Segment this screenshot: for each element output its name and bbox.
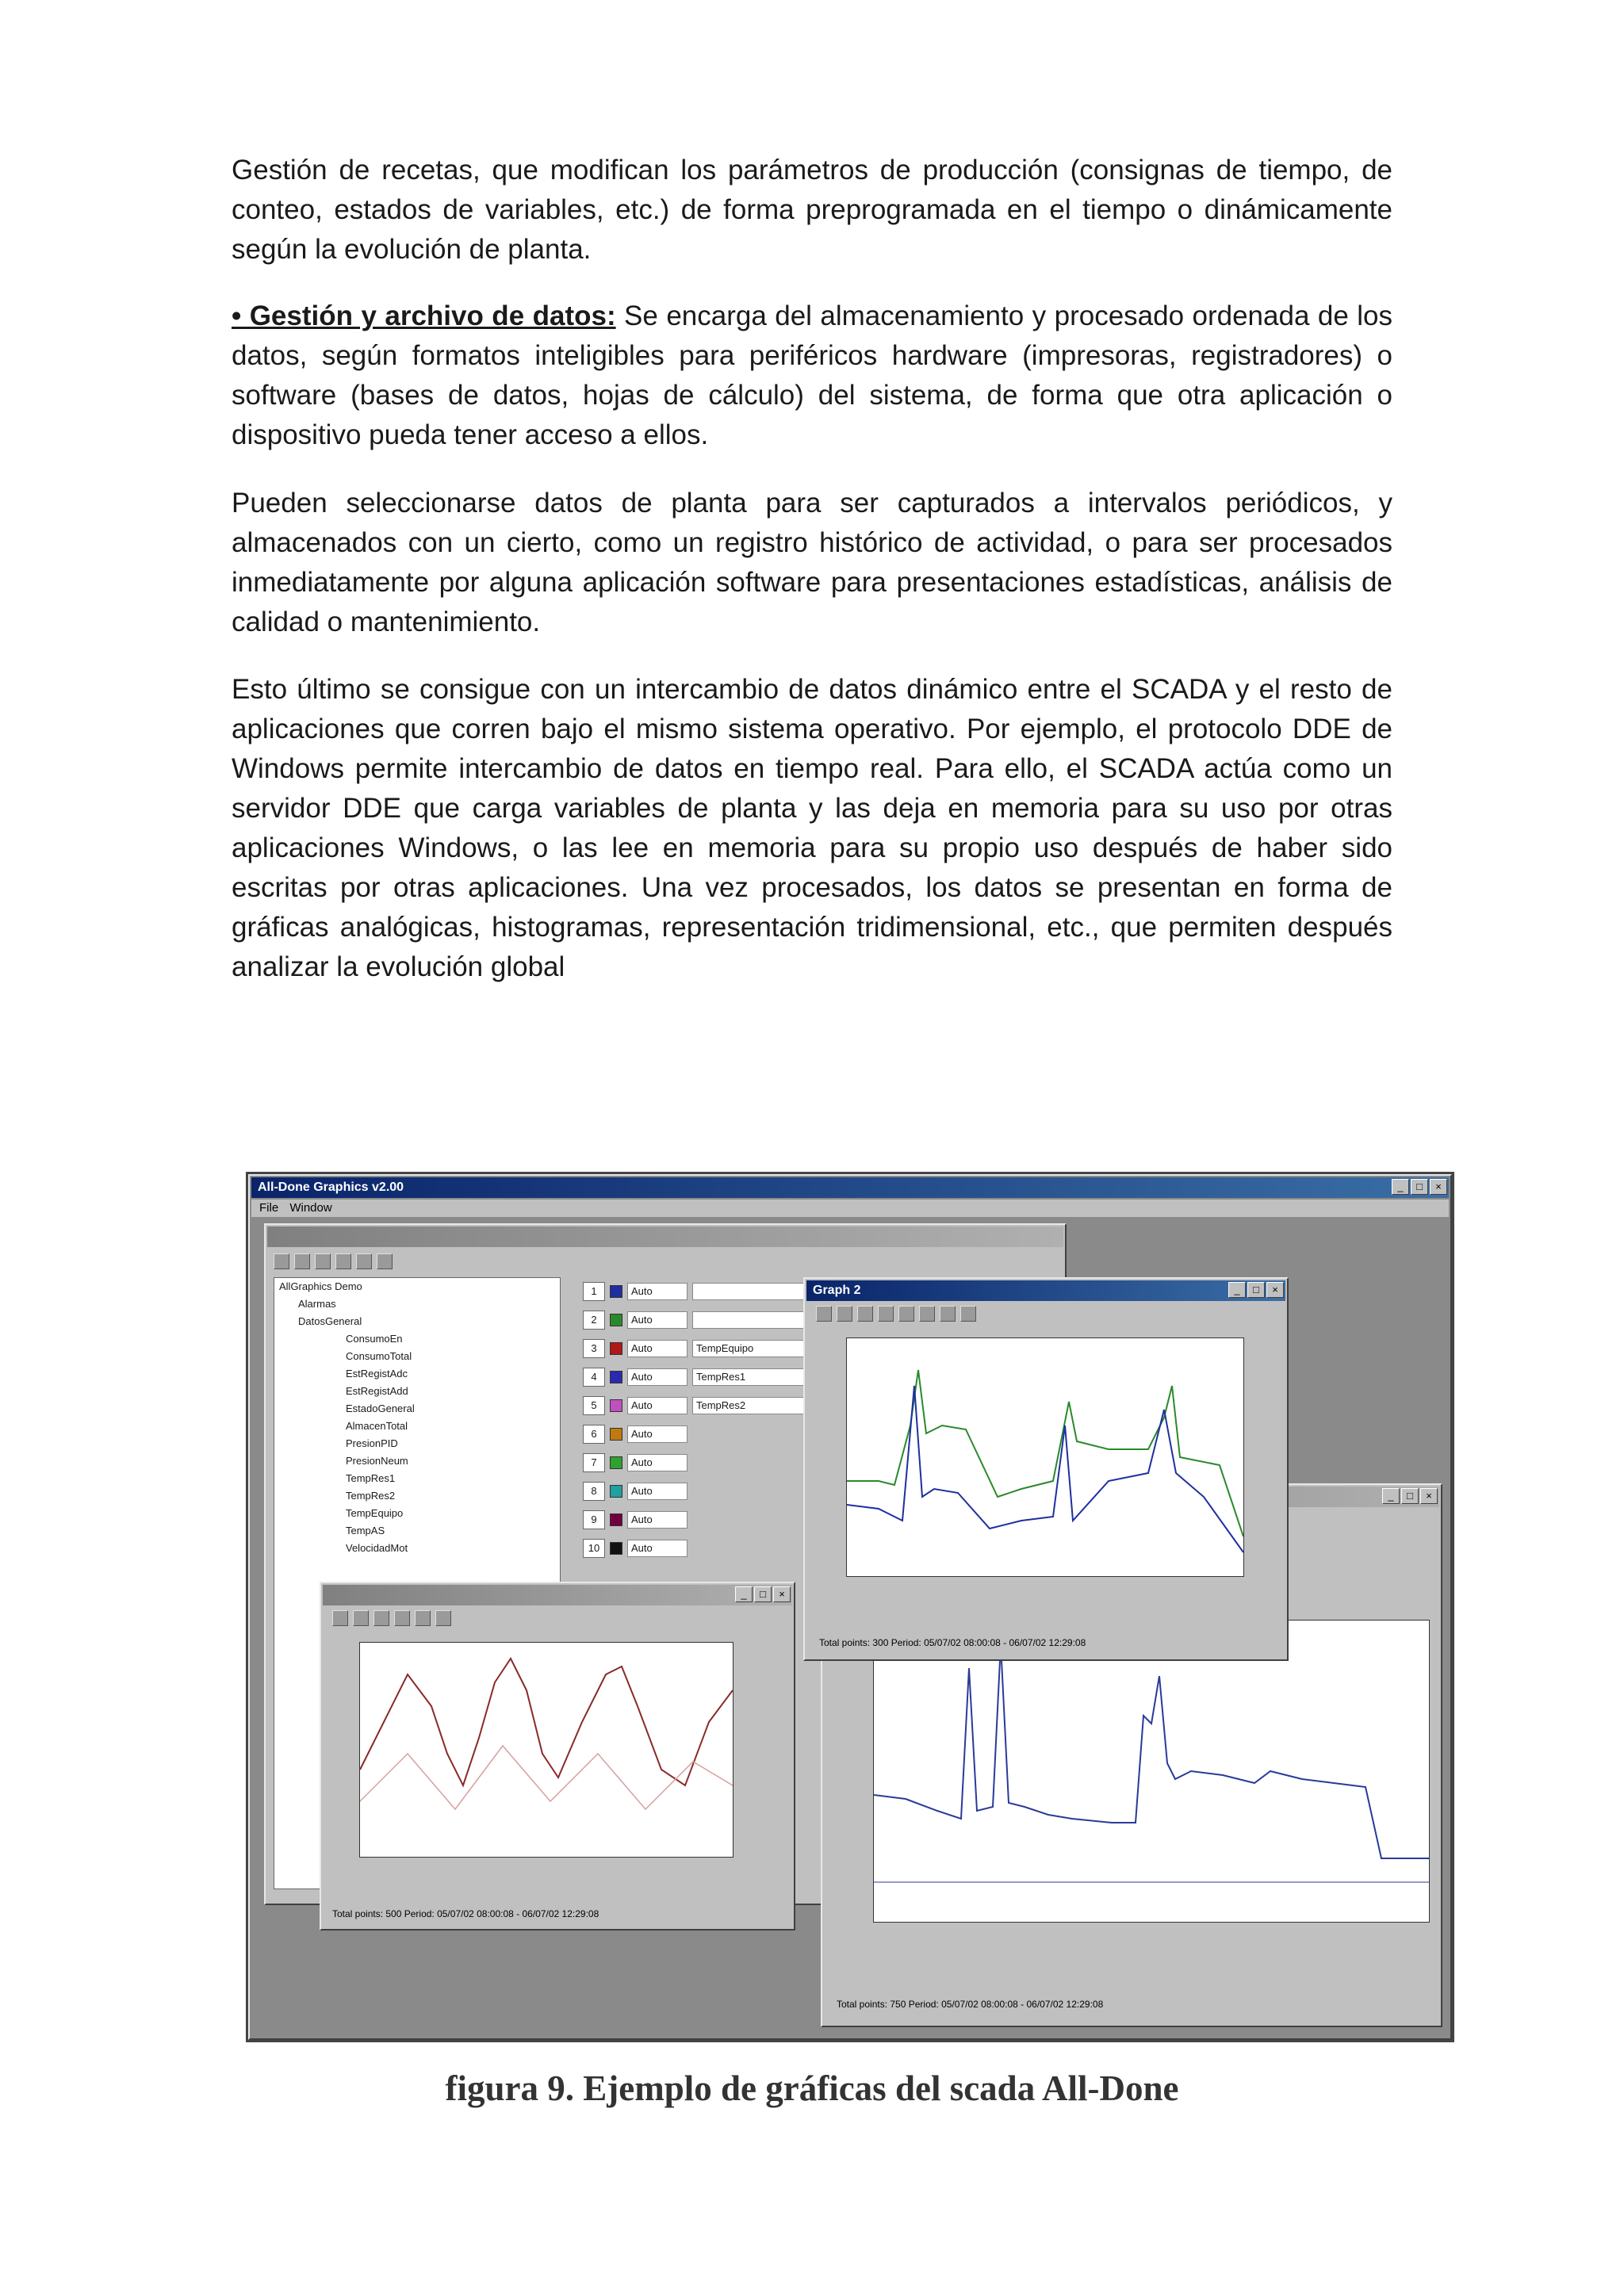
- menu-window[interactable]: Window: [289, 1201, 332, 1215]
- save-icon[interactable]: [315, 1253, 331, 1269]
- channel-number: 8: [583, 1482, 605, 1501]
- cursor-icon[interactable]: [373, 1610, 389, 1626]
- save-icon[interactable]: [816, 1306, 832, 1322]
- grid-icon[interactable]: [377, 1253, 393, 1269]
- section-lead-gestion: • Gestión y archivo de datos:: [232, 300, 616, 331]
- channel-row[interactable]: [583, 1480, 688, 1502]
- graph-left-trend: [360, 1643, 733, 1857]
- graph2-plot[interactable]: [846, 1337, 1244, 1577]
- paragraph-captura: Pueden seleccionarse datos de planta para ser capturados a intervalos periódicos, y almacenados con un cierto, como un registro histórico de actividad, o para ser procesados inmediatamente por alguna aplicación software para presentaciones estadísticas, análisis de calidad o mantenimiento.: [232, 488, 1392, 637]
- graph-left-plot[interactable]: [359, 1642, 733, 1858]
- graph2-window: [803, 1277, 1289, 1661]
- channel-row[interactable]: [583, 1452, 688, 1474]
- paragraph-dde: Esto último se consigue con un intercambio de datos dinámico entre el SCADA y el resto de aplicaciones que corren bajo el mismo sistema operativo. Por ejemplo, el protocolo DDE de Windows permite intercambio de datos en tiempo real. Para ello, el SCADA actúa como un servidor DDE que carga variables de planta y las deja en memoria para su uso por otras aplicaciones Windows, o las lee en memoria para su propio uso después de haber sido escritas por otras aplicaciones. Una vez procesados, los datos se presentan en forma de gráficas analógicas, histogramas, representación tridimensional, etc., que permiten después analizar la evolución global: [232, 674, 1392, 982]
- tree-item[interactable]: ConsumoTotal: [346, 1350, 412, 1362]
- channel-mode[interactable]: Auto: [627, 1540, 688, 1557]
- zoom-in-icon[interactable]: [394, 1610, 410, 1626]
- close-icon[interactable]: ×: [1420, 1488, 1438, 1504]
- print-icon[interactable]: [857, 1306, 873, 1322]
- graph2-trend: [847, 1338, 1243, 1576]
- minimize-icon[interactable]: _: [735, 1586, 753, 1602]
- project-toolbar: [274, 1253, 393, 1269]
- tree-item[interactable]: DatosGeneral: [298, 1315, 362, 1327]
- channel-mode[interactable]: Auto: [627, 1397, 688, 1414]
- maximize-icon[interactable]: □: [1247, 1282, 1265, 1298]
- zoom-reset-icon[interactable]: [940, 1306, 956, 1322]
- menu-file[interactable]: File: [259, 1201, 279, 1215]
- channel-row[interactable]: [583, 1280, 808, 1303]
- channel-mode[interactable]: Auto: [627, 1283, 688, 1300]
- channel-color-swatch[interactable]: [610, 1399, 622, 1412]
- save-icon[interactable]: [332, 1610, 348, 1626]
- channel-mode[interactable]: Auto: [627, 1311, 688, 1329]
- tree-item[interactable]: ConsumoEn: [346, 1333, 403, 1345]
- figure-caption: figura 9. Ejemplo de gráficas del scada All-Done: [445, 2068, 1179, 2108]
- copy-icon[interactable]: [353, 1610, 369, 1626]
- channel-color-swatch[interactable]: [610, 1542, 622, 1555]
- channel-variable[interactable]: TempRes1: [692, 1368, 808, 1386]
- graph-left-titlebar: [323, 1585, 792, 1605]
- paragraph-recetas: Gestión de recetas, que modifican los parámetros de producción (consignas de tiempo, de conteo, estados de variables, etc.) de forma preprogramada en el tiempo o dinámicamente según la evolución de planta.: [232, 155, 1392, 265]
- tree-item[interactable]: PresionNeum: [346, 1455, 408, 1467]
- channel-color-swatch[interactable]: [610, 1513, 622, 1526]
- tree-item[interactable]: EstRegistAdd: [346, 1385, 408, 1397]
- open-icon[interactable]: [294, 1253, 310, 1269]
- channel-variable[interactable]: TempRes2: [692, 1397, 808, 1414]
- project-titlebar: [267, 1226, 1063, 1247]
- channel-color-swatch[interactable]: [610, 1371, 622, 1383]
- channel-color-swatch[interactable]: [610, 1456, 622, 1469]
- app-titlebar: All-Done Graphics v2.00: [251, 1177, 1449, 1198]
- maximize-icon[interactable]: □: [754, 1586, 772, 1602]
- maximize-icon[interactable]: □: [1411, 1179, 1428, 1195]
- channel-number: 6: [583, 1425, 605, 1444]
- scada-screenshot-figure: [246, 1172, 1454, 2042]
- channel-row[interactable]: [583, 1309, 808, 1331]
- tree-item[interactable]: VelocidadMot: [346, 1542, 408, 1554]
- maximize-icon[interactable]: □: [1401, 1488, 1419, 1504]
- channel-row[interactable]: [583, 1366, 808, 1388]
- graph-right-plot[interactable]: [873, 1620, 1430, 1923]
- close-icon[interactable]: ×: [773, 1586, 791, 1602]
- channel-row[interactable]: [583, 1337, 808, 1360]
- channel-color-swatch[interactable]: [610, 1428, 622, 1441]
- graph-window-left: [320, 1582, 795, 1931]
- close-icon[interactable]: ×: [1266, 1282, 1284, 1298]
- channel-color-swatch[interactable]: [610, 1314, 622, 1326]
- app-menubar: [251, 1200, 1449, 1217]
- channel-mode[interactable]: Auto: [627, 1483, 688, 1500]
- channel-number: 10: [583, 1539, 605, 1558]
- tree-item[interactable]: Alarmas: [298, 1298, 336, 1310]
- tree-item[interactable]: TempRes2: [346, 1490, 396, 1502]
- grid-icon[interactable]: [435, 1610, 451, 1626]
- channel-color-swatch[interactable]: [610, 1342, 622, 1355]
- tree-item[interactable]: TempRes1: [346, 1472, 396, 1484]
- zoom-out-icon[interactable]: [919, 1306, 935, 1322]
- channel-number: 9: [583, 1510, 605, 1529]
- graph-right-status: Total points: 750 Period: 05/07/02 08:00:08 - 06/07/02 12:29:08: [837, 1999, 1104, 2010]
- minimize-icon[interactable]: _: [1228, 1282, 1246, 1298]
- channel-number: 1: [583, 1282, 605, 1301]
- channel-mode[interactable]: Auto: [627, 1368, 688, 1386]
- graph-right-trend: [874, 1621, 1429, 1922]
- channel-variable[interactable]: [692, 1311, 808, 1329]
- graph-left-toolbar: [332, 1610, 451, 1626]
- channel-row[interactable]: [583, 1509, 688, 1531]
- channel-mode[interactable]: Auto: [627, 1425, 688, 1443]
- channel-row[interactable]: [583, 1423, 688, 1445]
- graph2-status: Total points: 300 Period: 05/07/02 08:00:08 - 06/07/02 12:29:08: [819, 1637, 1086, 1648]
- channel-number: 3: [583, 1339, 605, 1358]
- channel-mode[interactable]: Auto: [627, 1511, 688, 1529]
- tree-item[interactable]: AllGraphics Demo: [279, 1280, 362, 1292]
- channel-number: 2: [583, 1311, 605, 1330]
- tree-item[interactable]: EstRegistAdc: [346, 1368, 408, 1380]
- graph-left-status: Total points: 500 Period: 05/07/02 08:00:08 - 06/07/02 12:29:08: [332, 1908, 599, 1919]
- print-icon[interactable]: [335, 1253, 351, 1269]
- channel-color-swatch[interactable]: [610, 1485, 622, 1498]
- channel-number: 4: [583, 1368, 605, 1387]
- tree-icon[interactable]: [356, 1253, 372, 1269]
- channel-number: 7: [583, 1453, 605, 1472]
- channel-variable[interactable]: [692, 1283, 808, 1300]
- graph2-toolbar: [816, 1306, 976, 1322]
- paragraph-gestion-body: Se encarga del almacenamiento y procesado ordenada de los datos, según formatos inteligibles para periféricos hardware (impresoras, registradores) o software (bases de datos, hojas de cálculo) del sistema, de forma que otra aplicación o dispositivo pueda tener acceso a ellos.: [232, 300, 1392, 450]
- minimize-icon[interactable]: _: [1392, 1179, 1409, 1195]
- channel-row[interactable]: [583, 1395, 808, 1417]
- minimize-icon[interactable]: _: [1382, 1488, 1400, 1504]
- channel-color-swatch[interactable]: [610, 1285, 622, 1298]
- channel-mode[interactable]: Auto: [627, 1340, 688, 1357]
- close-icon[interactable]: ×: [1430, 1179, 1447, 1195]
- zoom-in-icon[interactable]: [898, 1306, 914, 1322]
- tree-item[interactable]: TempEquipo: [346, 1507, 404, 1519]
- zoom-out-icon[interactable]: [415, 1610, 431, 1626]
- channel-variable[interactable]: TempEquipo: [692, 1340, 808, 1357]
- cursor-icon[interactable]: [878, 1306, 894, 1322]
- tree-item[interactable]: EstadoGeneral: [346, 1402, 415, 1414]
- channel-mode[interactable]: Auto: [627, 1454, 688, 1471]
- tree-item[interactable]: AlmacenTotal: [346, 1420, 408, 1432]
- channel-number: 5: [583, 1396, 605, 1415]
- graph2-titlebar: Graph 2: [806, 1280, 1285, 1301]
- channel-row[interactable]: [583, 1537, 688, 1559]
- tree-item[interactable]: PresionPID: [346, 1437, 398, 1449]
- paragraph-gestion-datos: [232, 297, 1392, 455]
- new-icon[interactable]: [274, 1253, 289, 1269]
- tree-item[interactable]: TempAS: [346, 1525, 385, 1536]
- copy-icon[interactable]: [837, 1306, 852, 1322]
- grid-icon[interactable]: [960, 1306, 976, 1322]
- app-window-buttons: [1392, 1179, 1447, 1195]
